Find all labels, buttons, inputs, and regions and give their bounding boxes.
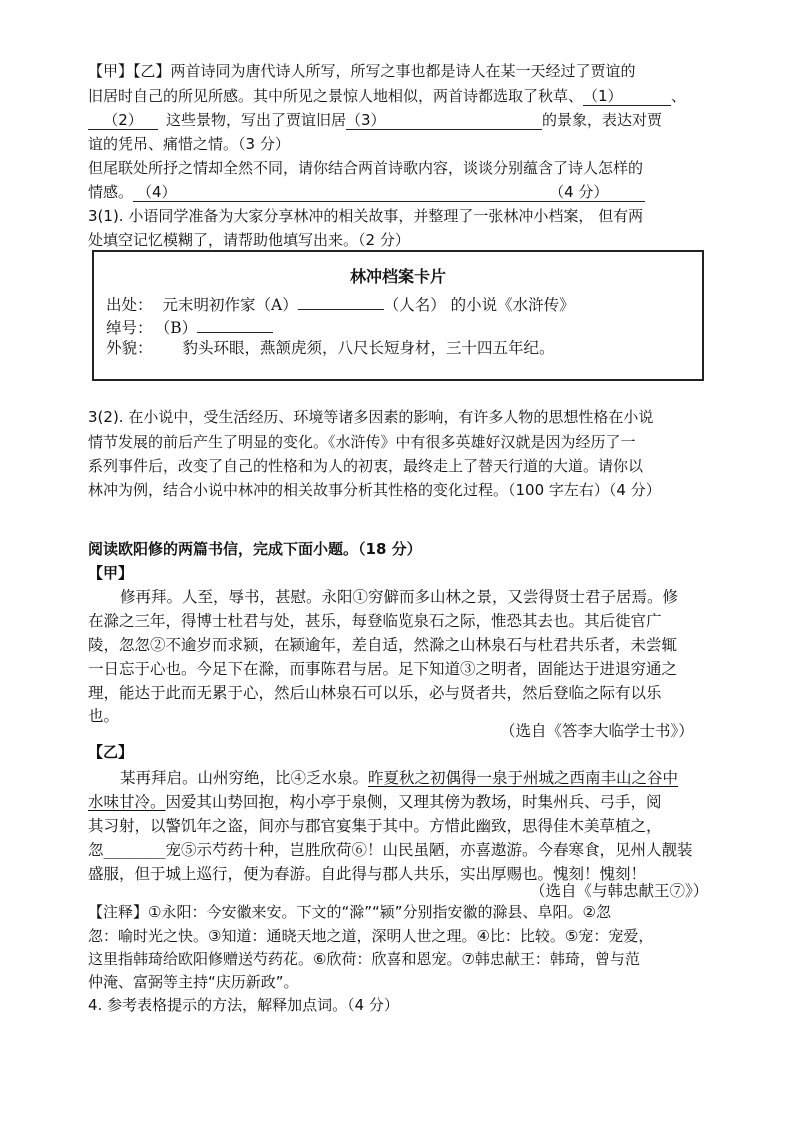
card-row-nickname xyxy=(106,316,273,338)
card-title: 林冲档案卡片 xyxy=(349,267,446,286)
q2-line3-text-b: 的景象，表达对贾 xyxy=(542,111,663,129)
q3-2-line1: 3(2). 在小说中，受生活经历、环境等诸多因素的影响，有许多人物的思想性格在小说 xyxy=(88,408,654,426)
q2-line3-text-a: 这些景物，写出了贾谊旧居 xyxy=(166,111,347,129)
q2-line2-dash: 、 xyxy=(671,87,687,105)
jia-line-2: 在滁之三年，得博士杜君与处，甚乐，每登临览泉石之际，惟恐其去也。其后徙官广 xyxy=(88,612,662,630)
q2-blank-2[interactable]: （2） xyxy=(88,112,158,130)
reading-heading: 阅读欧阳修的两篇书信，完成下面小题。（18 分） xyxy=(88,540,422,558)
card-source-text-a: 元末明初作家（A） xyxy=(162,296,298,314)
q2-blank-4[interactable] xyxy=(133,184,645,202)
q2-blank-4-score: （4 分） xyxy=(556,183,609,201)
q3-2-line3: 系列事件后，改变了自己的性格和为人的初衷，最终走上了替天行道的大道。请你以 xyxy=(88,457,644,475)
yi-line-2-text-b: 因爱其山势回抱，构小亭于泉侧，又理其傍为教场，时集州兵、弓手，阅 xyxy=(165,793,662,811)
q2-blank-4-label: （4） xyxy=(137,183,177,201)
jia-line-3: 陵，忽忽②不逾岁而求颍，在颍逾年，差自适，然滁之山林泉石与杜君共乐者，未尝辄 xyxy=(88,636,678,654)
card-row-appearance xyxy=(106,336,555,358)
jia-line-4: 一日忘于心也。今足下在滁，而事陈君与居。足下知道③之明者，固能达于进退穷通之 xyxy=(88,660,678,678)
notes-line-4: 仲淹、富弼等主持“庆历新政”。 xyxy=(88,973,299,991)
yi-line-4: 忽________宠⑤示芍药十种，岂胜欣荷⑥！山民虽陋，亦喜遨游。今春寒食，见州人靓装 xyxy=(88,841,693,859)
card-blank-a[interactable] xyxy=(298,308,384,310)
q3-2-line4: 林冲为例，结合小说中林冲的相关故事分析其性格的变化过程。（100 字左右）（4 分） xyxy=(88,481,661,499)
yi-label: 【乙】 xyxy=(88,743,134,761)
jia-label: 【甲】 xyxy=(88,564,134,582)
notes-line-1: 【注释】①永阳：今安徽来安。下文的“滁”“颍”分别指安徽的滁县、阜阳。②忽 xyxy=(88,903,611,921)
yi-line-3: 其习射，以警饥年之盗，间亦与郡官宴集于其中。方惜此幽致，思得佳木美草植之， xyxy=(88,817,662,835)
jia-line-5: 理，能达于此而无累于心，然后山林泉石可以乐，必与贤者共，然后登临之际有以乐 xyxy=(88,684,662,702)
yi-line-1 xyxy=(120,766,678,788)
yi-line-2 xyxy=(88,790,662,812)
jia-line-6: 也。 xyxy=(88,707,120,725)
q2-line4: 谊的凭吊、痛惜之情。（3 分） xyxy=(88,135,290,153)
q2-line2 xyxy=(88,85,686,106)
q2-blank-3[interactable]: （3） xyxy=(346,112,542,130)
q2-line6-text: 情感。 xyxy=(88,183,134,201)
yi-underlined-sentence-1: 昨夏秋之初偶得一泉于州城之西南丰山之谷中 xyxy=(368,769,679,787)
notes-line-3: 这里指韩琦给欧阳修赠送芍药花。⑥欣荷：欣喜和恩宠。⑦韩忠献王：韩琦，曾与范 xyxy=(88,950,640,968)
card-appearance-label: 外貌： xyxy=(106,339,153,357)
q2-line1: 【甲】【乙】两首诗同为唐代诗人所写，所写之事也都是诗人在某一天经过了贾谊的 xyxy=(88,62,636,80)
q4-prompt: 4. 参考表格提示的方法，解释加点词。（4 分） xyxy=(88,996,399,1014)
q2-line2-text: 旧居时自己的所见所感。其中所见之景惊人地相似，两首诗都选取了秋草、 xyxy=(88,87,584,105)
yi-line-1-text-a: 某再拜启。山州穷绝，比④乏水泉。 xyxy=(120,769,369,787)
q2-line5: 但尾联处所抒之情却全然不同，请你结合两首诗歌内容，谈谈分别蕴含了诗人怎样的 xyxy=(88,159,644,177)
card-row-source xyxy=(106,293,575,315)
yi-underlined-sentence-2: 水味甘冷。 xyxy=(88,793,166,811)
q2-line6 xyxy=(88,181,645,202)
card-source-text-b: （人名） 的小说《水浒传》 xyxy=(383,296,575,314)
card-nickname-label: 绰号： xyxy=(106,319,153,337)
jia-source: （选自《答李大临学士书》） xyxy=(500,722,694,740)
q2-blank-1[interactable]: （1） xyxy=(583,88,671,106)
q3-1-line1: 3(1). 小语同学准备为大家分享林冲的相关故事，并整理了一张林冲小档案， 但有两 xyxy=(88,207,644,225)
q2-line3 xyxy=(88,109,662,130)
q3-1-line2: 处填空记忆模糊了，请帮助他填写出来。（2 分） xyxy=(88,231,410,249)
lin-chong-archive-card xyxy=(92,250,704,381)
card-source-label: 出处： xyxy=(106,296,153,314)
notes-line-2: 忽：喻时光之快。③知道：通晓天地之道，深明人世之理。④比：比较。⑤宠：宠爱， xyxy=(88,927,654,945)
yi-line-5: 盛服，但于城上巡行，便为春游。自此得与郡人共乐，实出厚赐也。愧刻！愧刻！ xyxy=(88,865,647,883)
card-nickname-text: （B） xyxy=(162,319,198,337)
yi-source: （选自《与韩忠献王⑦》） xyxy=(530,882,709,900)
q3-2-line2: 情节发展的前后产生了明显的变化。《水浒传》中有很多英雄好汉就是因为经历了一 xyxy=(88,433,636,451)
card-appearance-text: 豹头环眼，燕颔虎须，八尺长短身材，三十四五年纪。 xyxy=(182,339,555,357)
card-blank-b[interactable] xyxy=(197,331,273,333)
jia-line-1: 修再拜。人至，辱书，甚慰。永阳①穷僻而多山林之景，又尝得贤士君子居焉。修 xyxy=(120,588,679,606)
